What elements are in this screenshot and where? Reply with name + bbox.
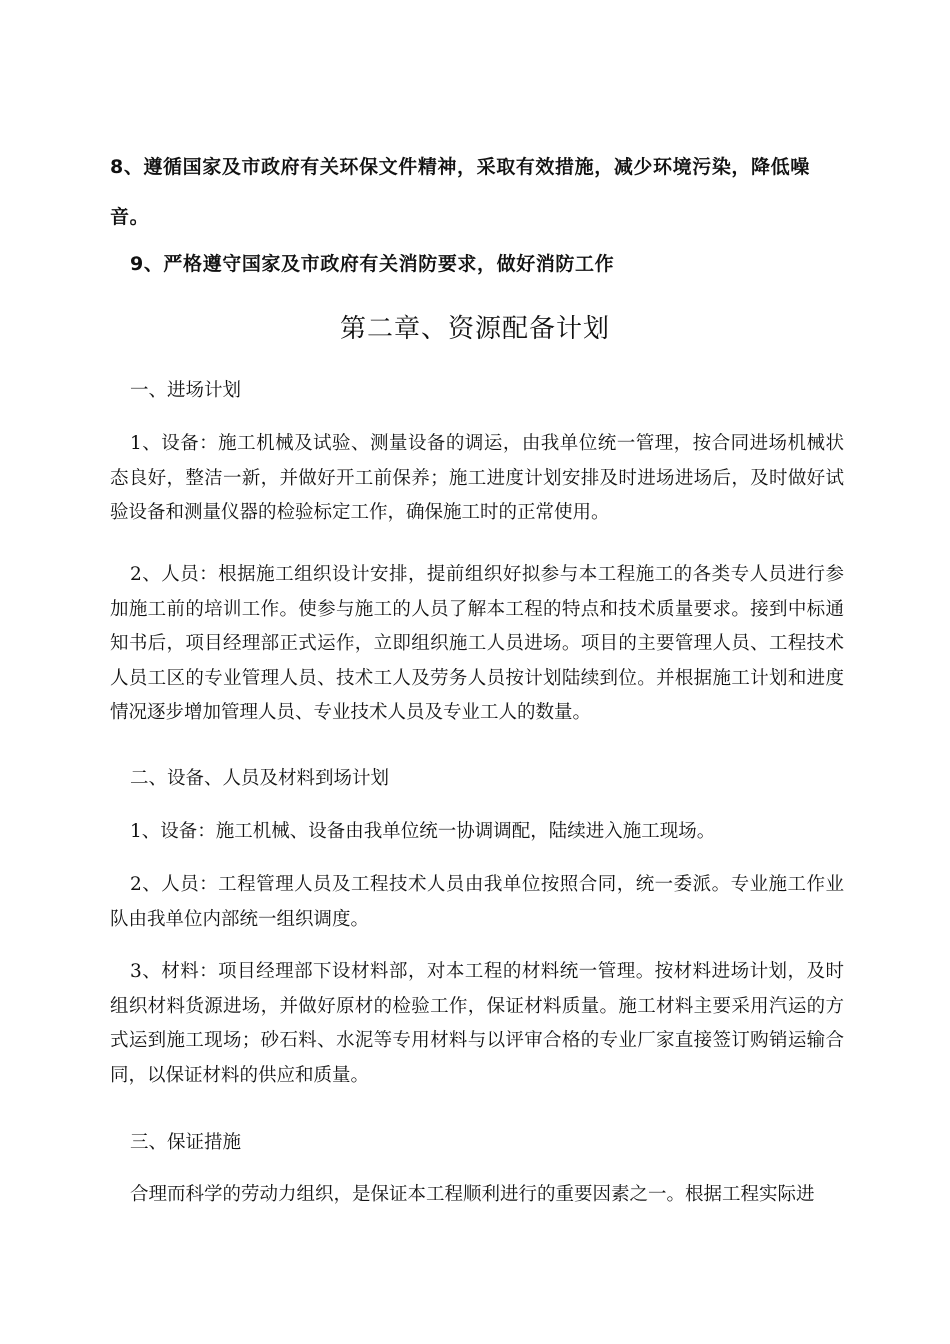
chapter-title: 第二章、资源配备计划 [339, 314, 610, 344]
section-1-heading: 一、进场计划 [130, 380, 242, 401]
section-3-paragraph-1: 合理而科学的劳动力组织，是保证本工程顺利进行的重要因素之一。根据工程实际进 [130, 1184, 815, 1205]
item-8-line-2: 音。 [110, 206, 150, 228]
section-2-paragraph-1: 1、设备：施工机械、设备由我单位统一协调调配，陆续进入施工现场。 [130, 821, 716, 842]
section-3-heading: 三、保证措施 [130, 1132, 242, 1153]
item-8-line-1: 8、遵循国家及市政府有关环保文件精神，采取有效措施，减少环境污染，降低噪 [110, 156, 810, 178]
section-2-paragraph-3: 3、材料：项目经理部下设材料部，对本工程的材料统一管理。按材料进场计划，及时组织材料货源进场，并做好原材的检验工作，保证材料质量。施工材料主要采用汽运的方式运到施工现场；砂石料、水泥等专用材料与以评审合格的专业厂家直接签订购销运输合同，以保证材料的供应和质量。 [110, 961, 844, 1086]
section-2-heading: 二、设备、人员及材料到场计划 [130, 768, 390, 789]
section-1-paragraph-2: 2、人员：根据施工组织设计安排，提前组织好拟参与本工程施工的各类专人员进行参加施工前的培训工作。使参与施工的人员了解本工程的特点和技术质量要求。接到中标通知书后，项目经理部正式运作，立即组织施工人员进场。项目的主要管理人员、工程技术人员工区的专业管理人员、技术工人及劳务人员按计划陆续到位。并根据施工计划和进度情况逐步增加管理人员、专业技术人员及专业工人的数量。 [110, 564, 844, 723]
item-9: 9、严格遵守国家及市政府有关消防要求，做好消防工作 [130, 253, 615, 275]
section-1-paragraph-1: 1、设备：施工机械及试验、测量设备的调运，由我单位统一管理，按合同进场机械状态良好，整洁一新，并做好开工前保养；施工进度计划安排及时进场进场后，及时做好试验设备和测量仪器的检验标定工作，确保施工时的正常使用。 [110, 433, 844, 523]
section-2-paragraph-2: 2、人员：工程管理人员及工程技术人员由我单位按照合同，统一委派。专业施工作业队由我单位内部统一组织调度。 [110, 874, 844, 930]
